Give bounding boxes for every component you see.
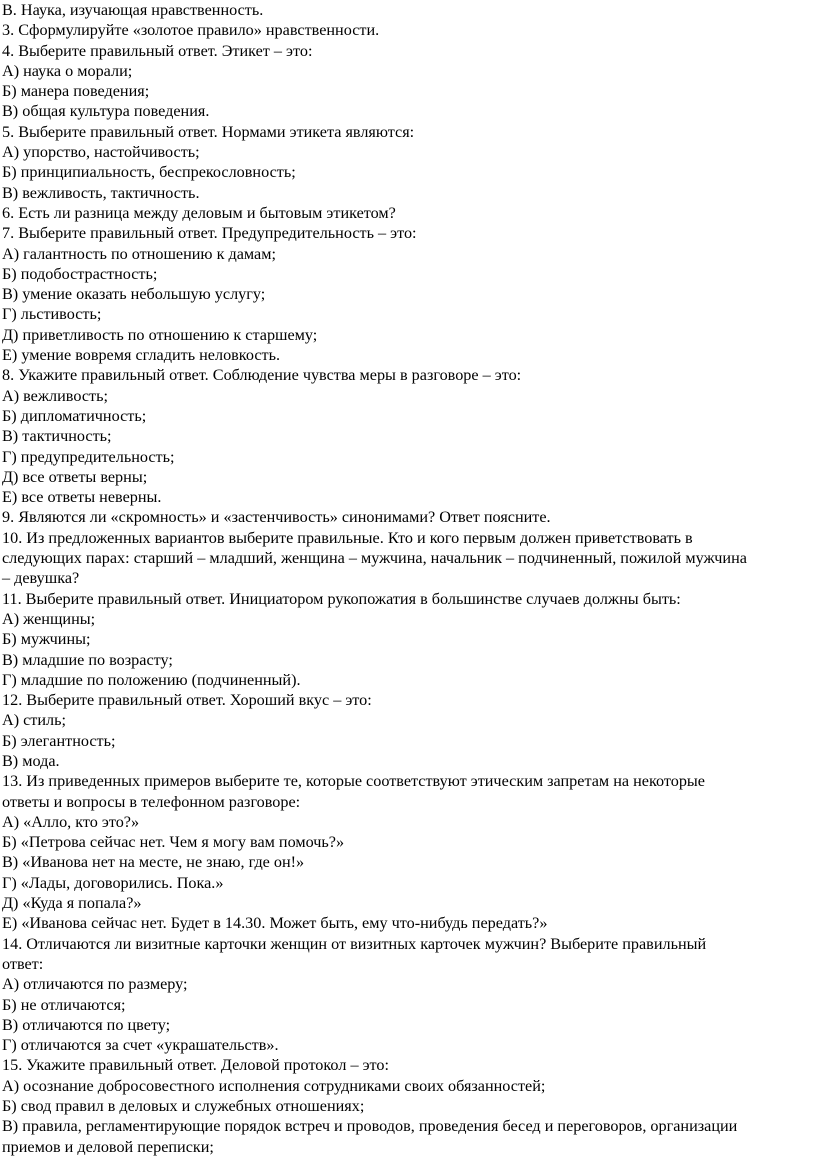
text-line: В) отличаются по цвету; bbox=[2, 1015, 171, 1034]
text-line: А) наука о морали; bbox=[2, 61, 133, 80]
text-line: А) отличаются по размеру; bbox=[2, 975, 188, 994]
text-line: 9. Являются ли «скромность» и «застенчивость» синонимами? Ответ поясните. bbox=[2, 508, 551, 527]
text-line: 5. Выберите правильный ответ. Нормами этикета являются: bbox=[2, 122, 415, 141]
text-line: Б) элегантность; bbox=[2, 731, 116, 750]
text-line: Б) подобострастность; bbox=[2, 264, 158, 283]
text-line: Б) мужчины; bbox=[2, 630, 91, 649]
text-line: Б) не отличаются; bbox=[2, 995, 126, 1014]
text-line: В) младшие по возрасту; bbox=[2, 650, 173, 669]
document-page bbox=[2, 0, 814, 1157]
text-line: Г) предупредительность; bbox=[2, 447, 175, 466]
text-line: 3. Сформулируйте «золотое правило» нравственности. bbox=[2, 21, 380, 40]
text-line: А) женщины; bbox=[2, 609, 96, 628]
text-line: В) умение оказать небольшую услугу; bbox=[2, 285, 266, 304]
text-line: 10. Из предложенных вариантов выберите правильные. Кто и кого первым должен приветствовать в bbox=[2, 528, 693, 547]
text-line: Г) младшие по положению (подчиненный). bbox=[2, 670, 301, 689]
text-line: Б) принципиальность, беспрекословность; bbox=[2, 163, 296, 182]
text-line: Б) дипломатичность; bbox=[2, 406, 147, 425]
text-line: следующих парах: старший – младший, женщина – мужчина, начальник – подчиненный, пожилой мужчина bbox=[2, 549, 747, 568]
text-line: Е) «Иванова сейчас нет. Будет в 14.30. Может быть, ему что-нибудь передать?» bbox=[2, 914, 548, 933]
text-line: ответ: bbox=[2, 954, 44, 973]
text-line: А) галантность по отношению к дамам; bbox=[2, 244, 276, 263]
text-line: Д) все ответы верны; bbox=[2, 467, 148, 486]
text-line: В) мода. bbox=[2, 751, 60, 770]
text-line: – девушка? bbox=[2, 569, 80, 588]
text-line: 11. Выберите правильный ответ. Инициатором рукопожатия в большинстве случаев должны быть: bbox=[2, 589, 681, 608]
text-line: 6. Есть ли разница между деловым и бытовым этикетом? bbox=[2, 203, 396, 222]
text-line: Д) «Куда я попала?» bbox=[2, 894, 142, 913]
text-line: ответы и вопросы в телефонном разговоре: bbox=[2, 792, 301, 811]
text-line: Г) отличаются за счет «украшательств». bbox=[2, 1036, 279, 1055]
text-line: А) осознание добросовестного исполнения сотрудниками своих обязанностей; bbox=[2, 1076, 546, 1095]
text-line: В) «Иванова нет на месте, не знаю, где он!» bbox=[2, 853, 305, 872]
text-line: А) стиль; bbox=[2, 711, 67, 730]
text-line: Е) все ответы неверны. bbox=[2, 488, 162, 507]
text-line: 4. Выберите правильный ответ. Этикет – это: bbox=[2, 41, 313, 60]
text-line: А) «Алло, кто это?» bbox=[2, 812, 140, 831]
text-line: Д) приветливость по отношению к старшему; bbox=[2, 325, 318, 344]
text-line: В) вежливость, тактичность. bbox=[2, 183, 200, 202]
text-line: Б) манера поведения; bbox=[2, 82, 150, 101]
text-line: 15. Укажите правильный ответ. Деловой протокол – это: bbox=[2, 1056, 389, 1075]
text-line: 8. Укажите правильный ответ. Соблюдение чувства меры в разговоре – это: bbox=[2, 366, 522, 385]
text-line: В) правила, регламентирующие порядок встреч и проводов, проведения бесед и переговоров, организации bbox=[2, 1117, 738, 1136]
text-line: В. Наука, изучающая нравственность. bbox=[2, 1, 264, 19]
text-line: А) упорство, настойчивость; bbox=[2, 143, 200, 162]
text-line: приемов и деловой переписки; bbox=[2, 1137, 214, 1156]
text-line: Е) умение вовремя сгладить неловкость. bbox=[2, 346, 281, 365]
text-line: 13. Из приведенных примеров выберите те, которые соответствуют этическим запретам на некоторые bbox=[2, 772, 705, 791]
text-line: В) общая культура поведения. bbox=[2, 102, 210, 121]
text-line: 7. Выберите правильный ответ. Предупредительность – это: bbox=[2, 224, 417, 243]
text-line: 14. Отличаются ли визитные карточки женщин от визитных карточек мужчин? Выберите правильный bbox=[2, 934, 707, 953]
text-line: Б) «Петрова сейчас нет. Чем я могу вам помочь?» bbox=[2, 833, 345, 852]
text-line: В) тактичность; bbox=[2, 427, 112, 446]
text-line: 12. Выберите правильный ответ. Хороший вкус – это: bbox=[2, 691, 372, 710]
text-line: Б) свод правил в деловых и служебных отношениях; bbox=[2, 1097, 365, 1116]
text-line: Г) «Лады, договорились. Пока.» bbox=[2, 873, 224, 892]
text-line: Г) льстивость; bbox=[2, 305, 102, 324]
text-line: А) вежливость; bbox=[2, 386, 108, 405]
